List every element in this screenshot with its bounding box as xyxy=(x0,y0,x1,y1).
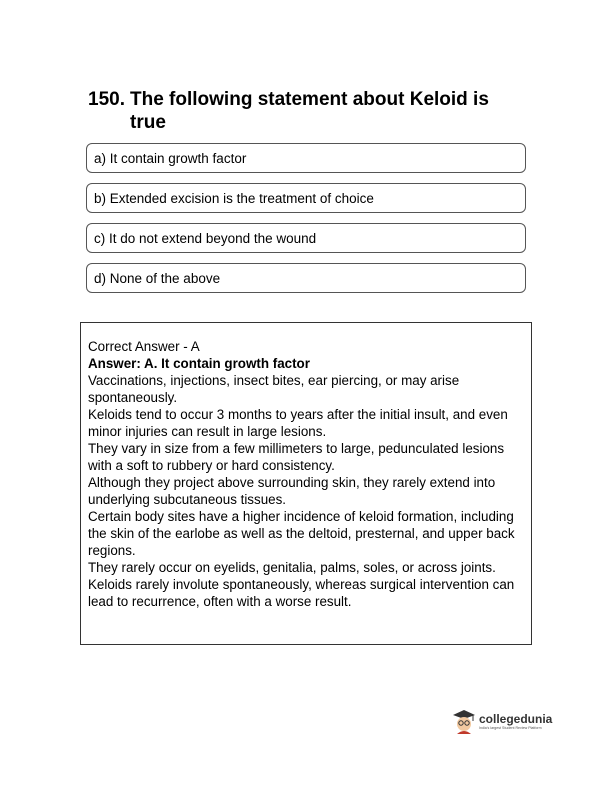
explanation-line: They vary in size from a few millimeters to large, pedunculated lesions with a soft to rubbery or hard consistency. xyxy=(88,441,505,473)
logo-name: collegedunia xyxy=(479,712,553,726)
explanation-line: Vaccinations, injections, insect bites, ear piercing, or may arise spontaneously. xyxy=(88,373,460,405)
logo-tagline: India's largest Student Review Platform xyxy=(479,726,542,730)
collegedunia-logo xyxy=(452,706,572,738)
option-d[interactable]: d) None of the above xyxy=(86,263,526,293)
question-text: The following statement about Keloid is true xyxy=(130,89,489,133)
option-c[interactable]: c) It do not extend beyond the wound xyxy=(86,223,526,253)
question-heading xyxy=(88,88,528,134)
correct-answer-label: Correct Answer - A xyxy=(88,339,200,354)
explanation-line: They rarely occur on eyelids, genitalia, palms, soles, or across joints. xyxy=(88,560,496,575)
explanation-line: Although they project above surrounding skin, they rarely extend into underlying subcutaneous tissues. xyxy=(88,475,496,507)
option-a[interactable]: a) It contain growth factor xyxy=(86,143,526,173)
answer-line: Answer: A. It contain growth factor xyxy=(88,356,310,371)
question-number: 150. xyxy=(88,89,125,110)
graduate-mascot-icon xyxy=(452,709,476,735)
explanation-line: Keloids tend to occur 3 months to years after the initial insult, and even minor injuries can result in large lesions. xyxy=(88,407,508,439)
option-b[interactable]: b) Extended excision is the treatment of choice xyxy=(86,183,526,213)
answer-box xyxy=(80,322,532,645)
explanation-line: Certain body sites have a higher incidence of keloid formation, including the skin of the earlobe as well as the deltoid, presternal, and upper back regions. xyxy=(88,509,515,558)
explanation-line: Keloids rarely involute spontaneously, whereas surgical intervention can lead to recurrence, often with a worse result. xyxy=(88,577,515,609)
